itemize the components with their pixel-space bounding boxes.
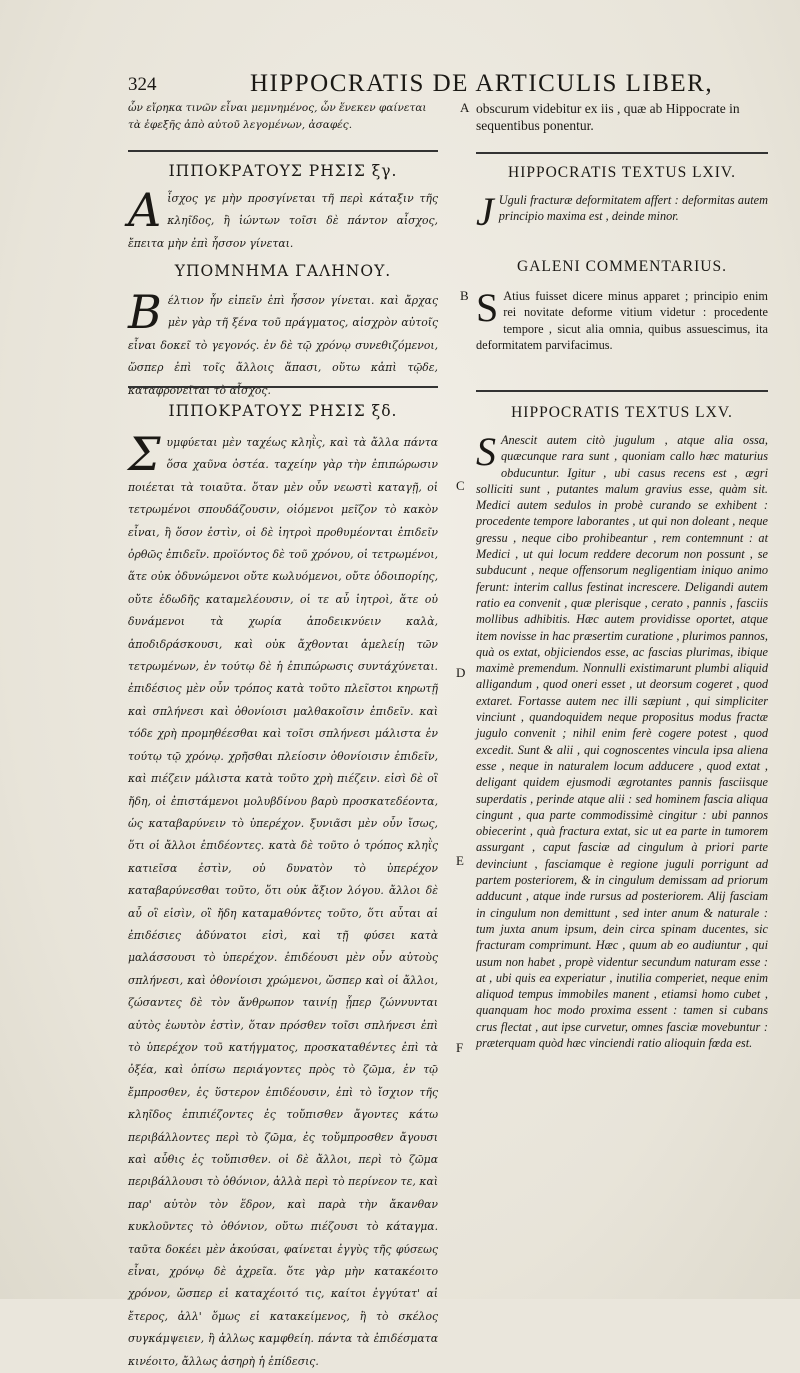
greek-continuation: ὧν εἴρηκα τινῶν εἶναι μεμνημένος, ὧν ἕνεκεν φαίνεται τὰ ἐφεξῆς ἀπὸ αὐτοῦ λεγομένων, ἀσαφές. — [128, 102, 427, 131]
dropcap: S — [476, 285, 499, 330]
galen-greek-text: Βέλτιον ἦν εἰπεῖν ἐπὶ ἧσσον γίνεται. καὶ ἄρχας μὲν γὰρ τῆ ξένα τοῦ πράγματος, αἰσχρὸν αὐτοῖς εἶναι δοκεῖ τὸ γεγονός. ἐν δὲ τῷ χρόνῳ συνεθιζόμενοι, ὥσπερ ἐπὶ τοῖς ἄλλοις ἅπασι, οὕτω κἀπὶ τῷδε, καταφρονεῖται τὸ αἶσχος. — [128, 285, 438, 397]
greek-heading-64: ΙΠΠΟΚΡΑΤΟΥΣ ΡΗΣΙΣ ξδ. — [168, 402, 398, 420]
galen-greek-heading: ΥΠΟΜΝΗΜΑ ΓΑΛΗΝΟΥ. — [174, 262, 392, 280]
margin-letter-b: B — [460, 288, 469, 303]
section-rule — [476, 152, 768, 154]
running-title: HIPPOCRATIS DE ARTICULIS LIBER, — [250, 70, 714, 97]
latin-text-64: J Uguli fracturæ deformitatem affert : deformitas autem principio maxima est , deinde minor. — [476, 189, 768, 234]
section-rule — [128, 150, 438, 152]
margin-letter-c: C — [456, 478, 465, 493]
galen-latin-text: S Atius fuisset dicere minus apparet ; principio enim rei novitate deforme vitium videtur : procedente tempore , sicut alia omnia, quibus assuescimus, ita deformitatem parvifacimus. — [476, 285, 768, 352]
page-number: 324 — [128, 74, 157, 95]
section-rule — [476, 390, 768, 392]
section-rule — [128, 386, 438, 388]
margin-letter-f: F — [456, 1040, 464, 1055]
page-header — [122, 68, 762, 102]
dropcap: Β — [128, 285, 162, 339]
dropcap: Σ — [128, 427, 161, 481]
margin-letter-a: A — [460, 100, 470, 115]
greek-text-63: Αἶσχος γε μὴν προσγίνεται τῆ περὶ κάταξιν τῆς κληῖδος, ἢ ἰώντων τοῖσι δὲ πάντον αἶσχος, ἔπειτα μὴν ἐπὶ ἧσσον γίνεται. — [128, 183, 438, 250]
latin-heading-64: HIPPOCRATIS TEXTUS LXIV. — [508, 164, 736, 181]
greek-text-64: Συμφύεται μὲν ταχέως κληῒς, καὶ τὰ ἄλλα πάντα ὅσα χαῦνα ὀστέα. ταχείην γὰρ τὴν ἐπιπώρωσιν ποιέεται τὰ τοιαῦτα. ὅταν μὲν οὖν νεωστὶ καταγῇ, οἱ τετρωμένοι σπουδάζουσιν, οἰόμενοι μεῖζον τὸ κακὸν εἶναι, ἢ ὅσον ἐστὶν, οἱ δὲ ἰητροὶ προθυμέονται ἐπιδεῖν ὀρθῶς ἐπιδεῖν. προϊόντος δὲ τοῦ χρόνου, οἱ τετρωμένοι, ἅτε οὐκ ὀδυνώμενοι οὔτε κωλυόμενοι, οὔτε ὁδοιπορίης, οὔτε ἐδωδῆς καταμελέουσιν, οἱ τε αὖ ἰητροὶ, ἅτε οὐ δυνάμενοι τὰ χωρία ἀποδεικνύειν καλὰ, ἀποδιδράσκουσι, καὶ οὐκ ἄχθονται ἀμελείῃ τῶν τετρωμένων, ἐν τούτῳ δὲ ἡ ἐπιπώρωσις συντάχύνεται. ἐπιδέσιος μὲν οὖν τρόπος κατὰ τοῦτο πλεῖστοι κηρωτῇ καὶ σπλήνεσι καὶ ὀθονίοισι μαλθακοῖσιν ἐπιδεῖν. καὶ τόδε χρὴ προμηθέεσθαι καὶ τοῖσι σπλήνεσι μάλιστα ἐν τούτῳ τῷ χρόνῳ. χρῆσθαι πλείοσιν ὀθονίοισιν ἐπιδεῖν, καὶ πιέζειν μάλιστα κατὰ τοῦτο χρὴ πιέζειν. εἰσὶ δὲ οἳ ἤδη, οἱ ἐπιστάμενοι μολυβδίνου βαρὺ προσκατεδέοντα, ὡς καταβαρύνειν τὸ ὑπερέχον. ξυνιᾶσι μὲν οὖν ἴσως, ὅτι οἱ ἄλλοι ἐπιδέοντες. κατὰ δὲ τοῦτο ὁ τρόπος κληῒς κατιεῖσα ἐστὶν, οὐ δυνατὸν τὸ ὑπερέχον καταβαρύνεσθαι τοῦτο, ὅτι οὐκ ἄξιον λόγου. ἄλλοι δὲ αὖ οἳ εἰσὶν, οἳ ἤδη καταμαθόντες τοῦτο, ὅτι αὗται αἱ ἐπιδέσιες ἀδύνατοι εἰσὶ, καὶ τῇ φύσει κατὰ μαλάσσουσι τὸ ὑπερέχον. ἐπιδέουσι μὲν οὖν αὐτοὺς σπλήνεσι, καὶ ὀθονίοισι χρώμενοι, ὥσπερ καὶ οἱ ἄλλοι, ζώσαντες δὲ τὸν ἄνθρωπον ταινίῃ ᾗπερ ζώννυνται αὐτὸς ἑωυτὸν ἐστὶν, ὅταν πρόσθεν τοῖσι σπλήνεσι ἐπὶ τὸ ὑπερέχον τοῦ κατήγματος, προσκαταθέντες ἐπὶ τὰ ὀξέα, καὶ ὀπίσω περιάγοντες πρὸς τὸ ζῶμα, ἐν τῷ ἔμπροσθεν, ἐς ὕστερον ἐπιδέουσιν, ἐπὶ τὸ ἴσχιον τῆς κληῖδος ἐπιπιέζοντες ἐς τοὔπισθεν ἄγοντες κάτω περιβάλλοντες περὶ τὸ ζῶμα, ἐς τοὔμπροσθεν ἄγουσι καὶ αὖθις ἐς τοὔπισθεν. οἱ δὲ ἄλλοι, περὶ τὸ ζῶμα περιβάλλουσι τὸ ὀθόνιον, ἀλλὰ περὶ τὸ περίνεον τε, καὶ παρ' αὐτὸν τὸν ἕδρον, καὶ παρὰ τὴν ἄκανθαν κυκλοῦντες τὸ ὀθόνιον, οὕτω πιέζουσι τὸ κάταγμα. ταῦτα δοκέει μὲν ἀκούσαι, φαίνεται ἐγγὺς τῆς φύσεως εἶναι, χρόνῳ δὲ ἀχρεῖα. ὅτε γὰρ μὴν κατακέοιτο χρόνον, ὥσπερ εἰ καταχέοιτό τις, καίτοι ἐγγύτατ' αἱ ἔτερος, ἀλλ' ὅμως εἰ κατακείμενος, ἢ τὸ σκέλος συγκάμψειεν, ἢ ἀλλως καμφθείη. πάντα τὰ ἐπιδέσματα κινέοιτο, ἄλλως ἀσηρὴ ἡ ἐπίδεσις. — [128, 427, 438, 1368]
margin-letter-d: D — [456, 665, 466, 680]
latin-heading-65: HIPPOCRATIS TEXTUS LXV. — [511, 404, 733, 421]
dropcap: J — [476, 189, 494, 234]
latin-text-65: S Anescit autem citò jugulum , atque alia ossa, quæcunque rara sunt , quoniam callo hæc maturius obducuntur. Igitur , ubi casus recens est , ægri solliciti sunt , putantes malum gravius esse, quàm sit. Medici autem sedulos in probè curando se exhibent : procedente tempore laborantes , ut qui non doleant , neque gressu , neque cibo prohibeantur , rem contemnunt : at Medici , ut qui locum reddere decorum non possunt , se subducunt , neque offensorum negligentiam iniquo animo ferunt: interim callus festinat increscere. Deligandi autem ratio ea convenit , quæ plerisque , cerato , pannis , fasciis mollibus adhibitis. Hæc autem providisse oportet, atque item novisse in hac præsertim curatione , plurimos pannos, quà os extat, objiciendos esse, ac fascias plurimas, ibique maximè premendum. Nonnulli existimarunt plumbi aliquid alligandum , quod oneri esset , ut deorsum cogeret , quod extaret. Fortasse autem nec illi sæpiunt , qui simpliciter vinciunt , quandoquidem neque propositus modus fractæ jugulo convenit ; nihil enim ferè cogere potest , quod excedit. Sunt & alii , qui cognoscentes vincula ipsa aliena esse , neque in naturalem locum adducere , quod extat , deligant quidem ejusmodi ægrotantes pannis fasciisque superdatis , perinde atque alii : sed hominem fascia aliqua cingunt , qua parte commodissimè cingitur : ubi pannos obiecerint , quà fractura extat, sic ut ea parte in tumorem assurgant , caput fasciæ ad cingulum à priori parte devinciunt , fasciamque è regione juguli porrigunt ad partem posteriorem, & in cingulum demissam ad priorum adducunt , atque inde rursus ad posteriorem. Alij fasciam in cingulum non demittunt , sed inter anum & naturale : tum juxta anum ipsum, dein circa spinam ducentes, sic fracturam comprimunt. Hæc , quum ab eo audiuntur , qui usum non habet , propè videntur secundum naturam esse : at , ubi quis ea experiatur , inutilia comperiet, neque enim aliquod tempus immobiles manent , etiamsi homo cubet , quanquam hoc modo proxima essent : tamen si cubans crus flectat , aut ipse curvetur, omnes fasciæ movebuntur : præterquam quòd hæc vinciendi ratio alioquin fœda est. — [476, 429, 768, 1050]
dropcap: Α — [128, 183, 162, 237]
latin-continuation: obscurum videbitur ex iis , quæ ab Hippocrate in sequentibus ponentur. — [476, 101, 740, 133]
margin-letter-e: E — [456, 853, 464, 868]
greek-heading-63: ΙΠΠΟΚΡΑΤΟΥΣ ΡΗΣΙΣ ξγ. — [168, 162, 398, 180]
dropcap: S — [476, 429, 496, 474]
galen-latin-heading: GALENI COMMENTARIUS. — [517, 258, 727, 275]
